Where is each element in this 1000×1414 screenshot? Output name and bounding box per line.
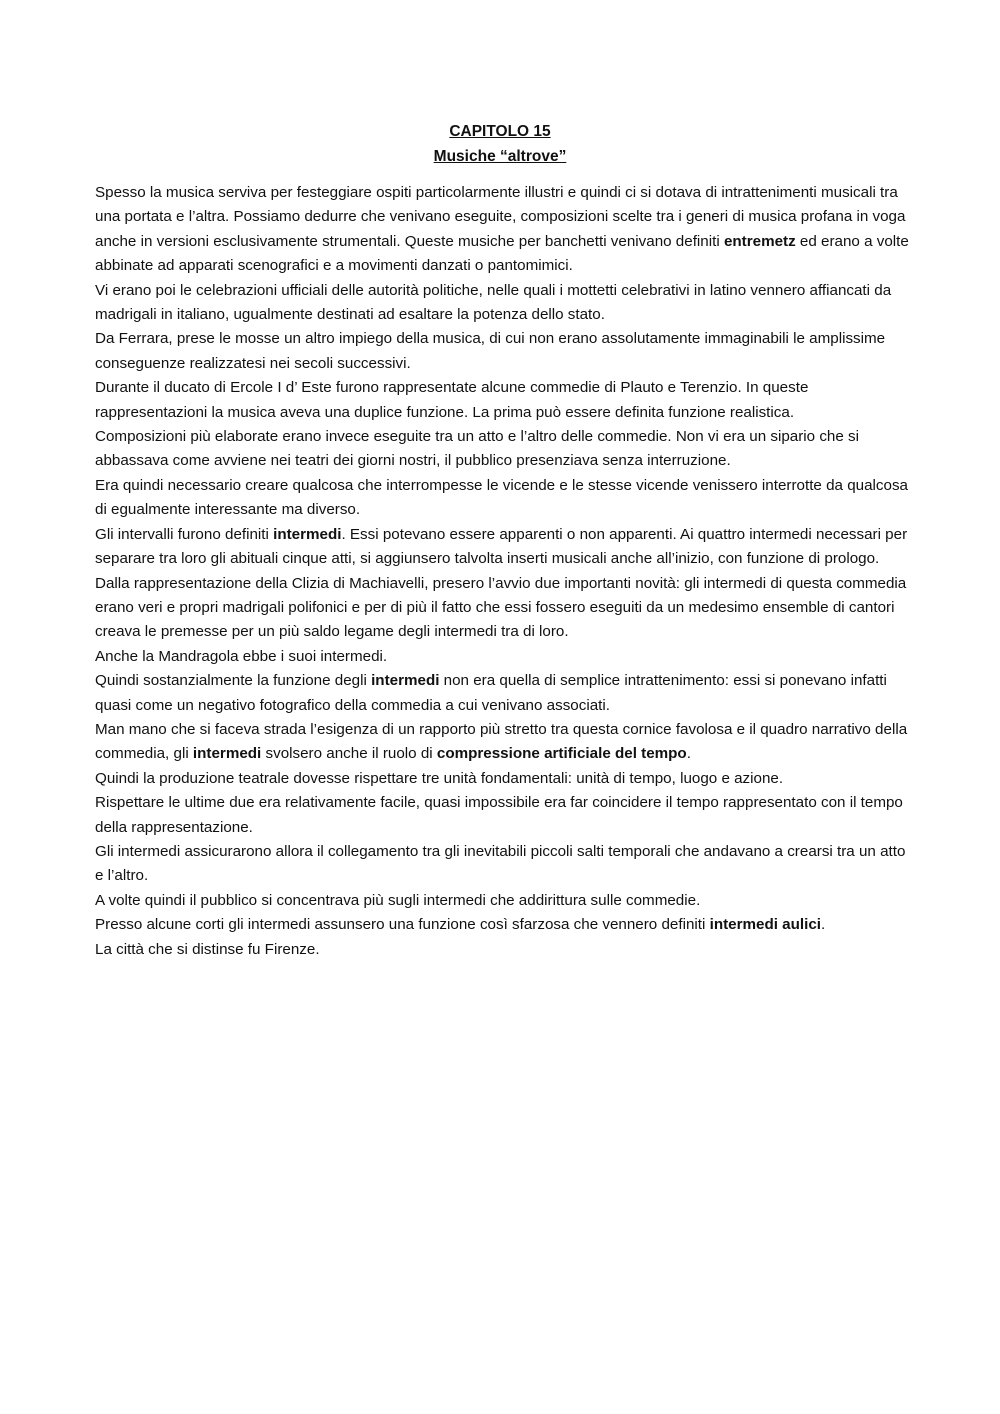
paragraph (95, 523, 910, 572)
text-run: Vi erano poi le celebrazioni ufficiali delle autorità politiche, nelle quali i mottetti celebrativi in latino vennero affiancati da madrigali in italiano, ugualmente destinati ad esaltare la potenza dello stato. (95, 281, 892, 324)
text-run: Rispettare le ultime due era relativamente facile, quasi impossibile era far coincidere il tempo rappresentato con il tempo della rappresentazione. (95, 794, 903, 836)
paragraph (95, 840, 910, 889)
text-run: Man mano che si faceva strada l’esigenza di un rapporto più stretto tra questa cornice favolosa e il quadro narrativo della commedia, gli (95, 720, 908, 763)
bold-term: entremetz (723, 232, 796, 250)
bold-term: intermedi (192, 745, 262, 763)
text-run: Composizioni più elaborate erano invece eseguite tra un atto e l’altro delle commedie. Non vi era un sipario che si abbassava come avviene nei teatri dei giorni nostri, il pubblico presenziava senza interruzione. (95, 428, 860, 470)
paragraph (95, 791, 910, 840)
text-run: Gli intermedi assicurarono allora il collegamento tra gli inevitabili piccoli salti temporali che andavano a crearsi tra un atto e l’altro. (95, 842, 906, 885)
text-run: Quindi la produzione teatrale dovesse rispettare tre unità fondamentali: unità di tempo, luogo e azione. (95, 769, 784, 787)
text-run: Spesso la musica serviva per festeggiare ospiti particolarmente illustri e quindi ci si dotava di intrattenimenti musicali tra una portata e l’altra. Possiamo dedurre che venivano eseguite, composizioni scelte tra i generi di musica profana in voga anche in versioni esclusivamente strumentali. Queste musiche per banchetti venivano definiti (95, 184, 906, 250)
paragraph (95, 767, 910, 791)
paragraph (95, 425, 910, 474)
text-run: . Essi potevano essere apparenti o non apparenti. Ai quattro intermedi necessari per separare tra loro gli abituali cinque atti, si aggiunsero talvolta inserti musicali anche all’inizio, con funzione di prologo. (95, 525, 908, 568)
paragraph (95, 669, 910, 718)
bold-term: intermedi (273, 525, 342, 543)
paragraph (95, 376, 910, 425)
bold-term: intermedi aulici (709, 916, 822, 934)
text-run: . (821, 916, 826, 934)
text-run: Era quindi necessario creare qualcosa che interrompesse le vicende e le stesse vicende venissero interrotte da qualcosa di egualmente interessante ma diverso. (95, 476, 908, 519)
chapter-subtitle: Musiche “altrove” (433, 148, 567, 165)
text-run: Anche la Mandragola ebbe i suoi intermedi. (95, 647, 388, 665)
paragraph (95, 718, 910, 767)
text-run: Dalla rappresentazione della Clizia di Machiavelli, presero l’avvio due importanti novità: gli intermedi di questa commedia erano veri e propri madrigali polifonici e per di più il fatto che essi fossero eseguiti da un medesimo ensemble di cantori creava le premesse per un più saldo legame degli intermedi tra di loro. (95, 574, 907, 641)
text-run: La città che si distinse fu Firenze. (95, 940, 320, 958)
paragraph (95, 279, 910, 328)
paragraph (95, 474, 910, 523)
text-run: Da Ferrara, prese le mosse un altro impiego della musica, di cui non erano assolutamente immaginabili le amplissime conseguenze realizzatesi nei secoli successivi. (95, 330, 886, 372)
text-run: A volte quindi il pubblico si concentrava più sugli intermedi che addirittura sulle commedie. (95, 891, 701, 909)
text-run: svolsero anche il ruolo di (261, 745, 437, 763)
text-run: Quindi sostanzialmente la funzione degli (95, 672, 372, 690)
text-run: Durante il ducato di Ercole I d’ Este furono rappresentate alcune commedie di Plauto e Terenzio. In queste rappresentazioni la musica aveva una duplice funzione. La prima può essere definita funzione realistica. (95, 379, 809, 421)
paragraph (95, 181, 910, 279)
paragraph (95, 938, 910, 962)
paragraph (95, 913, 910, 937)
text-run: . (686, 745, 691, 763)
text-run: non era quella di semplice intrattenimento: essi si ponevano infatti quasi come un negativo fotografico della commedia a cui venivano associati. (95, 672, 887, 714)
paragraph (95, 572, 910, 645)
chapter-title: CAPITOLO 15 (449, 123, 551, 140)
bold-term: compressione artificiale del tempo (436, 745, 687, 763)
text-run: Presso alcune corti gli intermedi assunsero una funzione così sfarzosa che vennero definiti (95, 916, 710, 934)
paragraph (95, 645, 910, 669)
text-run: ed erano a volte abbinate ad apparati scenografici e a movimenti danzati o pantomimici. (95, 232, 909, 275)
text-run: Gli intervalli furono definiti (95, 525, 274, 543)
bold-term: intermedi (371, 672, 440, 690)
paragraph (95, 889, 910, 913)
document-body (95, 181, 910, 962)
paragraph (95, 327, 910, 376)
